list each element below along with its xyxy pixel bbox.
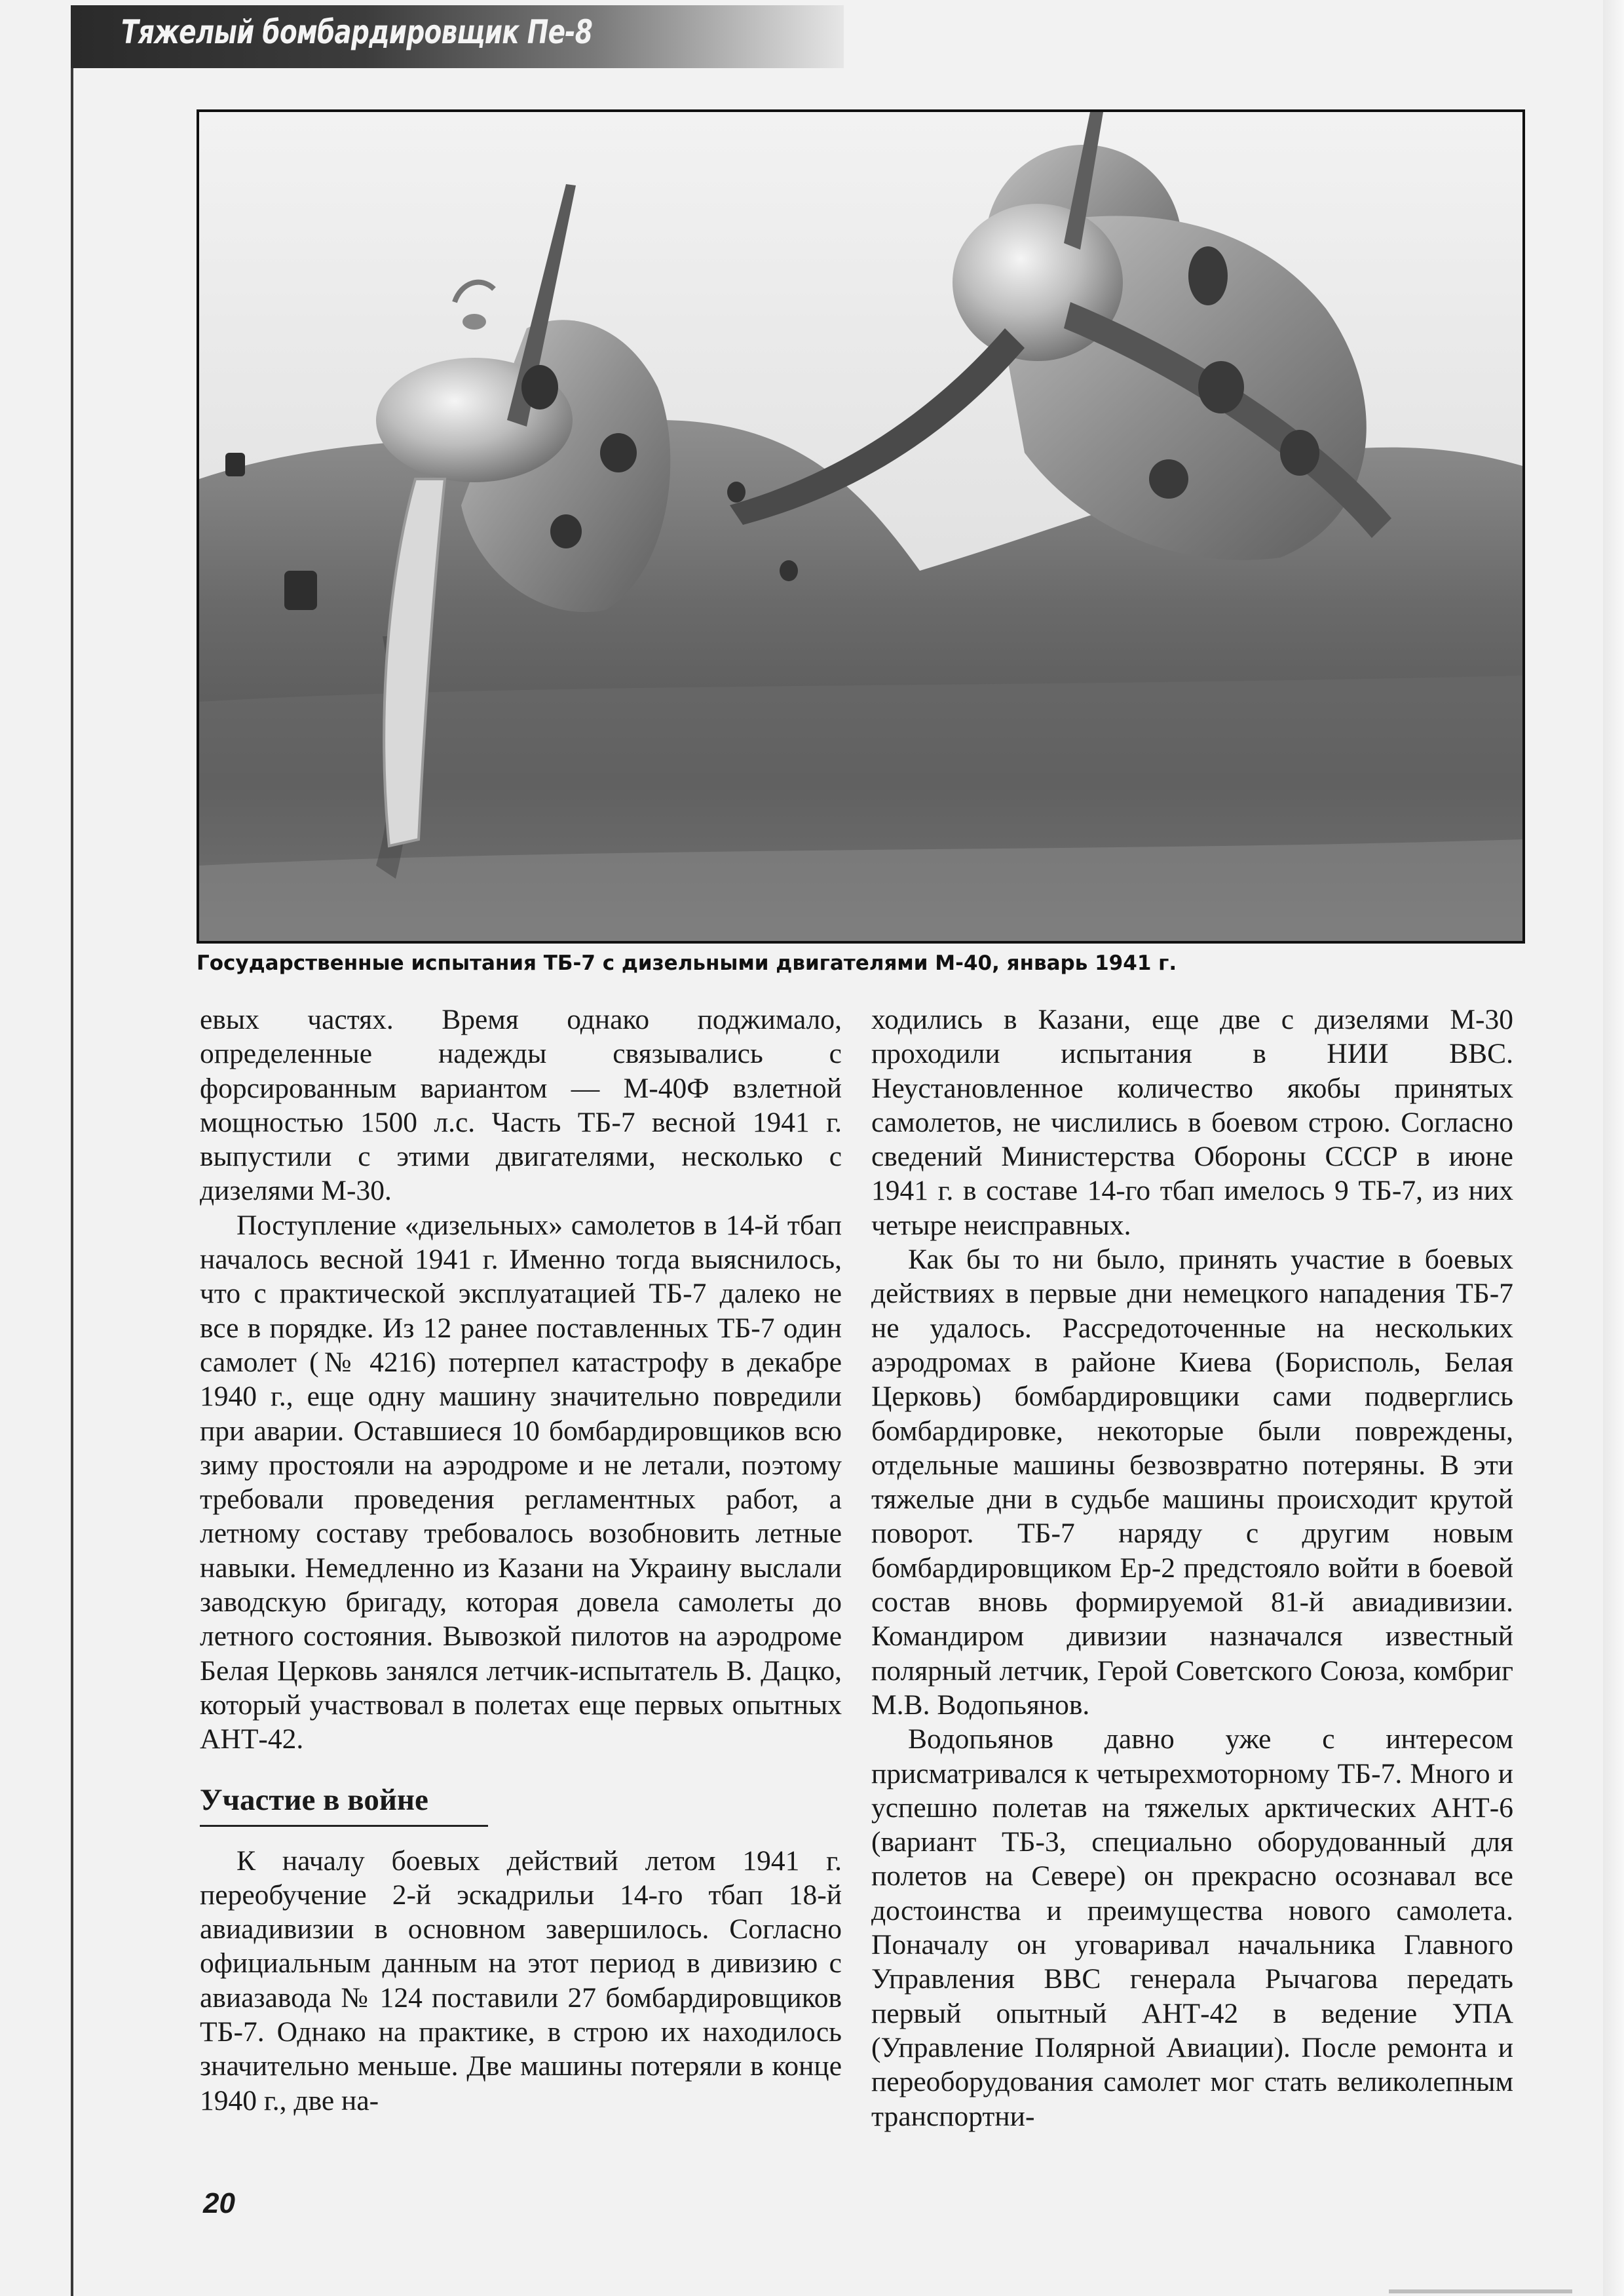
bottom-edge-mark — [1389, 2289, 1572, 2293]
running-header-title: Тяжелый бомбардировщик Пе-8 — [121, 13, 593, 51]
right-text-column — [871, 1003, 1513, 2133]
left-paragraph-2: Поступление «дизельных» самолетов в 14-й тбап началось весной 1941 г. Именно тогда выяснилось, что с практической эксплуатацией ТБ-7 далеко не все в порядке. Из 12 ранее поставленных ТБ-7 один самолет (№ 4216) потерпел катастрофу в декабре 1940 г., еще одну машину значительно повредили при аварии. Оставшиеся 10 бомбардировщиков всю зиму простояли на аэродроме и не летали, поэтому требовали проведения регламентных работ, а летному составу требовалось возобновить летные навыки. Немедленно из Казани на Украину выслали заводскую бригаду, которая довела самолеты до летного состояния. Вывозкой пилотов на аэродроме Белая Церковь занялся летчик-испытатель В. Дацко, который участвовал в полетах еще первых опытных АНТ-42. — [200, 1209, 842, 1755]
left-margin-rule — [71, 68, 73, 2296]
left-paragraph-1: евых частях. Время однако поджимало, определенные надежды связывались с форсированным вариантом — М-40Ф взлетной мощностью 1500 л.с. Часть ТБ-7 весной 1941 г. выпустили с этими двигателями, несколько с дизелями М-30. — [200, 1004, 842, 1207]
left-paragraph-3: К началу боевых действий летом 1941 г. переобучение 2-й эскадрильи 14-го тбап 18-й авиадивизии в основном завершилось. Согласно официальным данным на этот период в дивизию с авиазавода № 124 поставили 27 бомбардировщиков ТБ-7. Однако на практике, в строю их находилось значительно меньше. Две машины потеряли в конце 1940 г., две на- — [200, 1845, 842, 2116]
page-number: 20 — [203, 2187, 235, 2219]
figure-caption: Государственные испытания ТБ-7 с дизельными двигателями М-40, январь 1941 г. — [197, 951, 1177, 975]
right-paragraph-2: Как бы то ни было, принять участие в боевых действиях в первые дни немецкого нападения ТБ-7 не удалось. Рассредоточенные на нескольких аэродромах в районе Киева (Борисполь, Белая Церковь) бомбардировщики сами подверглись бомбардировке, некоторые были повреждены, отдельные машины безвозвратно потеряны. В эти тяжелые дни в судьбе машины происходит крутой поворот. ТБ-7 наряду с другим новым бомбардировщиком Ер-2 предстояло войти в боевой состав вновь формируемой 81-й авиадивизии. Командиром дивизии назначался известный полярный летчик, Герой Советского Союза, комбриг М.В. Водопьянов. — [871, 1244, 1513, 1721]
section-heading: Участие в войне — [200, 1782, 488, 1827]
right-paragraph-3: Водопьянов давно уже с интересом присматривался к четырехмоторному ТБ-7. Много и успешно полетав на тяжелых арктических АНТ-6 (вариант ТБ-3, специально оборудованный для полетов на Севере) он прекрасно осознавал все достоинства и преимущества нового самолета. Поначалу он уговаривал начальника Главного Управления ВВС генерала Рычагова передать первый опытный АНТ-42 в ведение УПА (Управление Полярной Авиации). После ремонта и переоборудования самолет мог стать великолепным транспортни- — [871, 1723, 1513, 2132]
page-edge — [1603, 0, 1624, 2296]
right-paragraph-1: ходились в Казани, еще две с дизелями М-30 проходили испытания в НИИ ВВС. Неустановленное количество якобы принятых самолетов, не числились в боевом строю. Согласно сведений Министерства Обороны СССР в июне 1941 г. в составе 14-го тбап имелось 9 ТБ-7, из них четыре неисправных. — [871, 1004, 1513, 1241]
left-text-column — [200, 1003, 842, 2118]
aircraft-photo — [197, 109, 1525, 944]
